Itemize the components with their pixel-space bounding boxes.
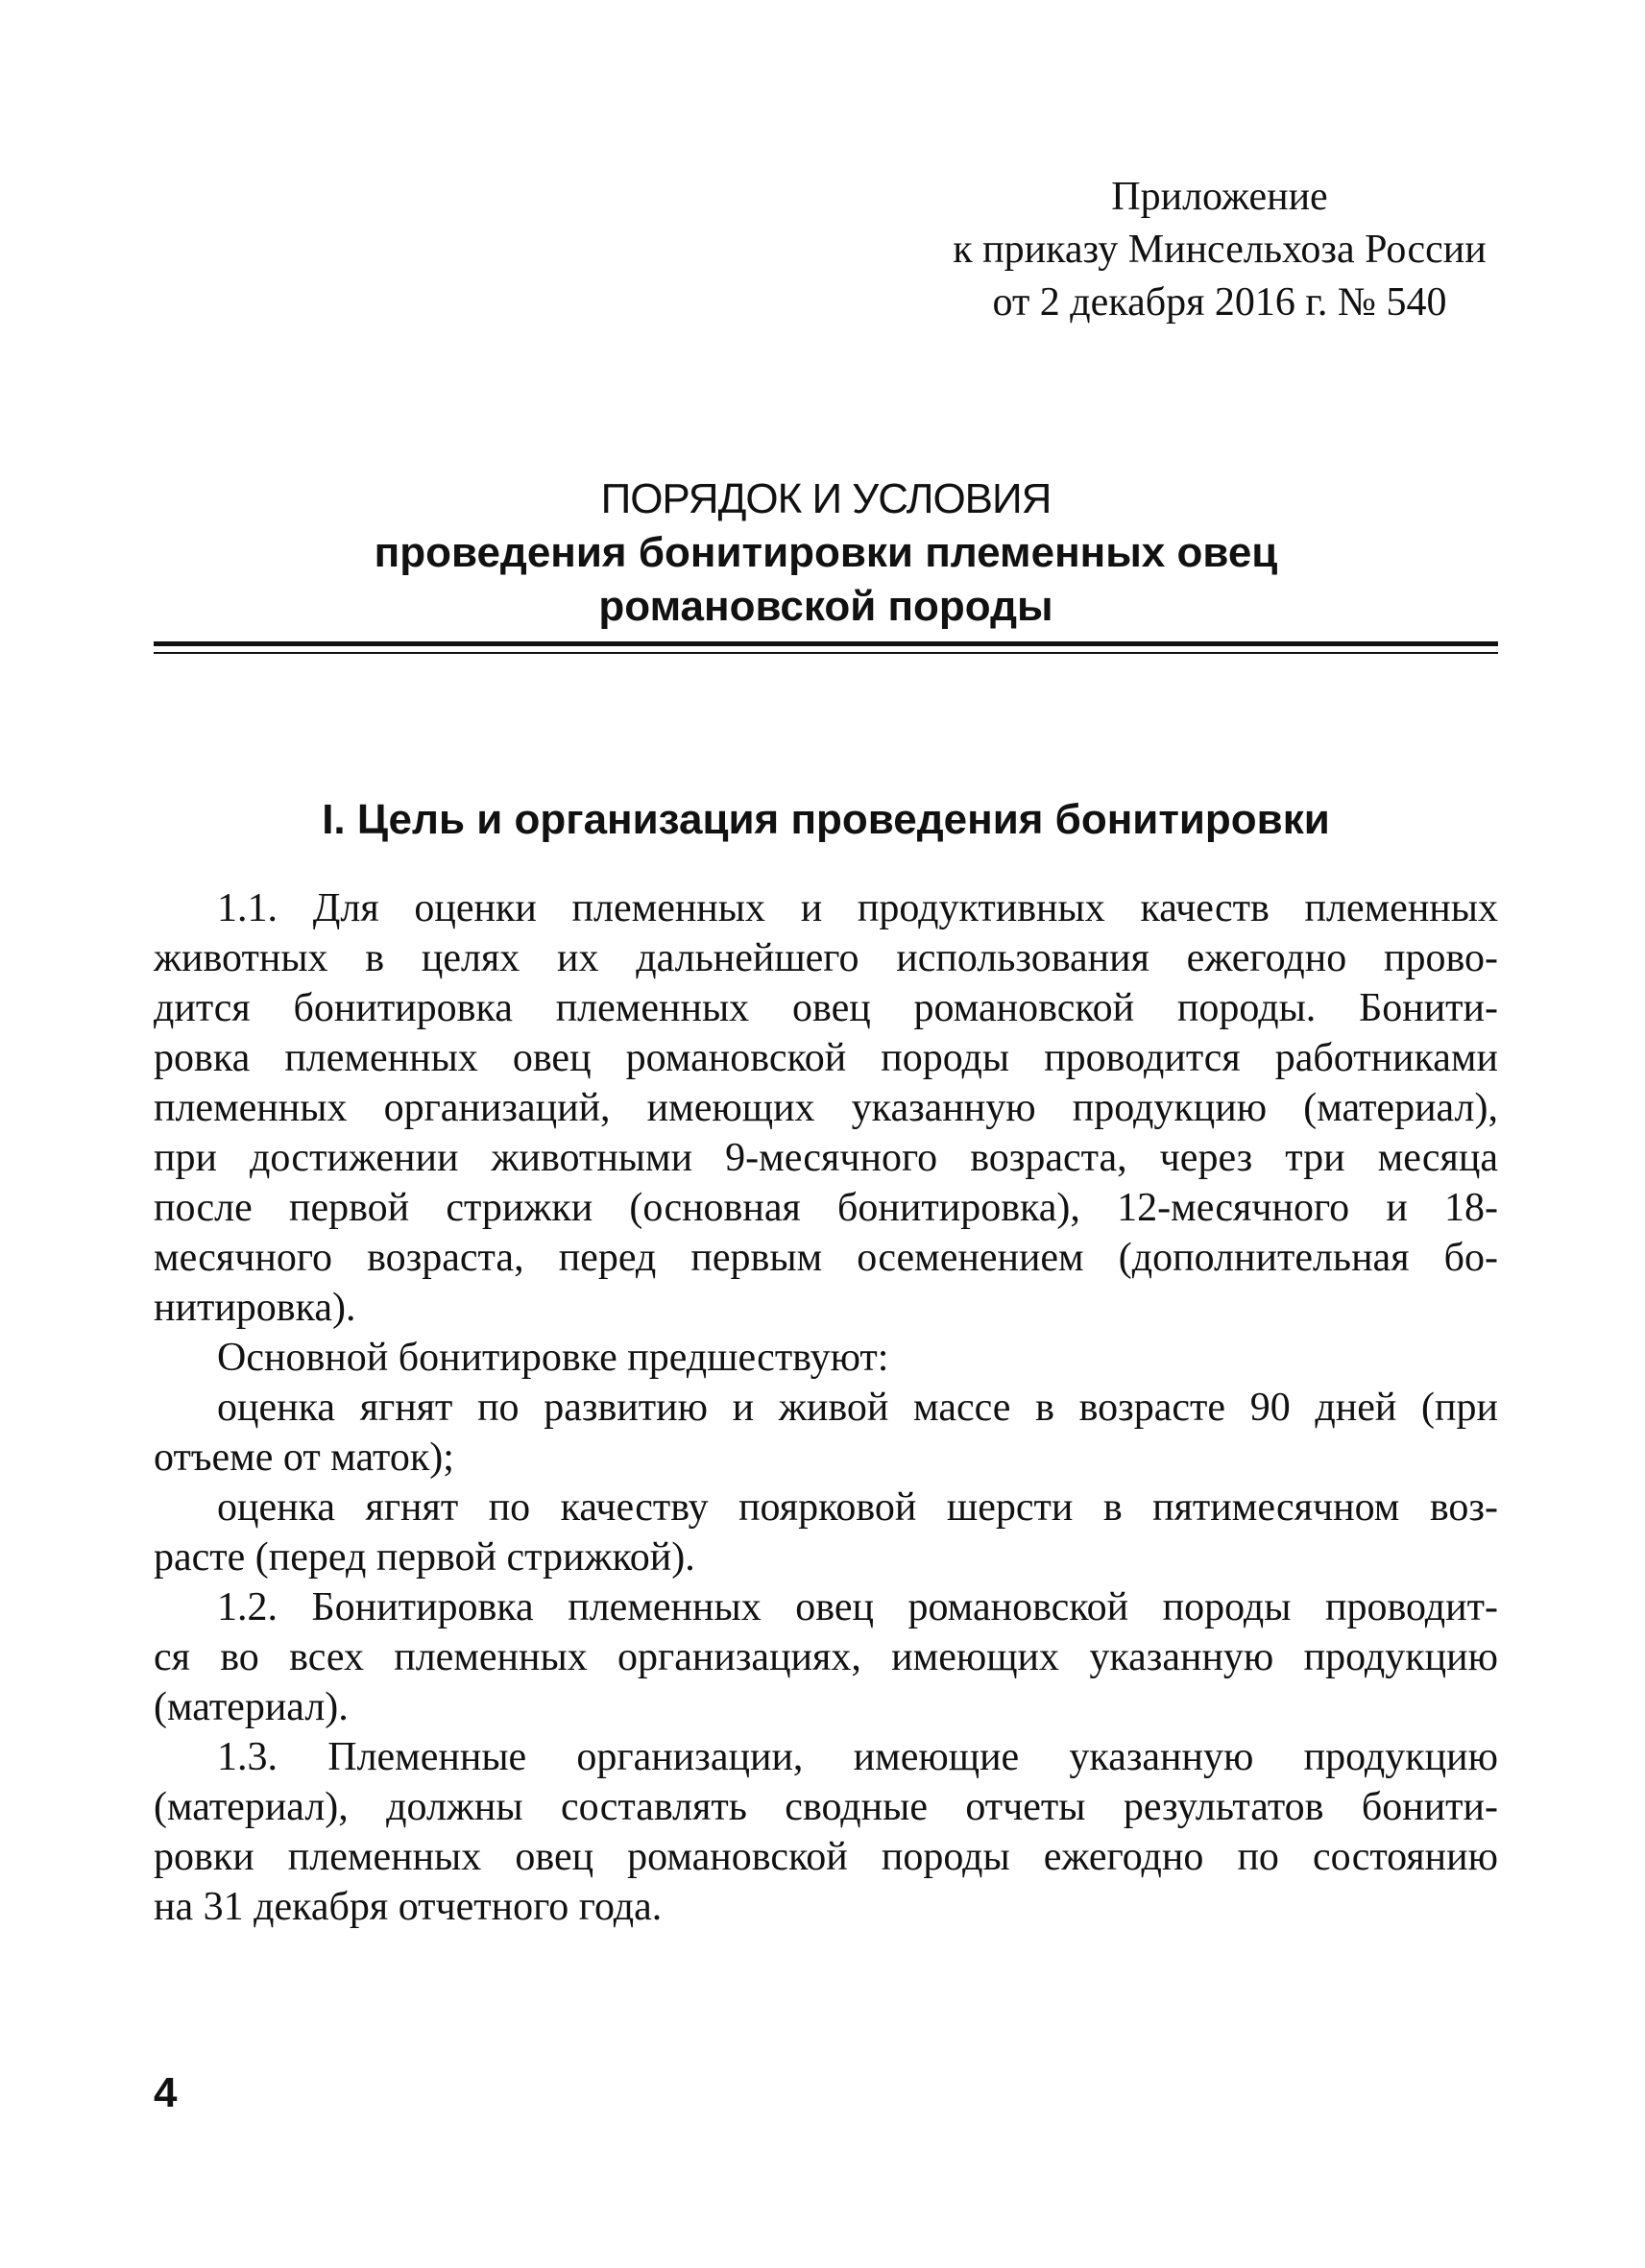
body-line: (материал), должны составлять сводные отчеты результатов бонити-: [154, 1785, 1498, 1829]
body-line: оценка ягнят по качеству поярковой шерсти в пятимесячном воз-: [217, 1485, 1498, 1530]
section-body: [154, 883, 1498, 1932]
body-line: 1.2. Бонитировка племенных овец романовской породы проводит-: [217, 1585, 1498, 1629]
appendix-label: Приложение: [1111, 175, 1328, 219]
body-line: оценка ягнят по развитию и живой массе в возрасте 90 дней (при: [217, 1386, 1498, 1430]
body-line: расте (перед первой стрижкой).: [154, 1535, 695, 1580]
title-divider-thin: [154, 652, 1498, 654]
appendix-header: [922, 171, 1517, 329]
section-heading: I. Цель и организация проведения бонитировки: [322, 796, 1330, 843]
body-line: животных в целях их дальнейшего использования ежегодно прово-: [154, 936, 1498, 980]
body-line: после первой стрижки (основная бонитировка), 12-месячного и 18-: [154, 1186, 1498, 1230]
page-number: 4: [154, 2069, 178, 2116]
title-line-3: романовской породы: [598, 583, 1053, 630]
body-line: 1.1. Для оценки племенных и продуктивных качеств племенных: [217, 886, 1498, 930]
body-line: (материал).: [154, 1685, 349, 1729]
body-line: отъеме от маток);: [154, 1436, 454, 1480]
appendix-order-ref: к приказу Минсельхоза России: [953, 228, 1487, 272]
body-line: дится бонитировка племенных овец романовской породы. Бонити-: [154, 986, 1498, 1030]
body-line: ся во всех племенных организациях, имеющих указанную продукцию: [154, 1635, 1498, 1679]
body-line: Основной бонитировке предшествуют:: [217, 1336, 889, 1380]
document-title: [154, 472, 1498, 634]
body-line: месячного возраста, перед первым осеменением (дополнительная бо-: [154, 1236, 1498, 1280]
body-line: на 31 декабря отчетного года.: [154, 1885, 663, 1929]
body-line: 1.3. Племенные организации, имеющие указанную продукцию: [217, 1735, 1498, 1779]
body-line: племенных организаций, имеющих указанную продукцию (материал),: [154, 1086, 1498, 1130]
title-divider-thick: [154, 641, 1498, 646]
body-line: ровка племенных овец романовской породы проводится работниками: [154, 1036, 1498, 1080]
body-line: нитировка).: [154, 1286, 356, 1330]
title-line-1: ПОРЯДОК И УСЛОВИЯ: [600, 475, 1052, 522]
title-line-2: проведения бонитировки племенных овец: [374, 529, 1278, 576]
appendix-order-date: от 2 декабря 2016 г. № 540: [992, 280, 1447, 325]
body-line: ровки племенных овец романовской породы ежегодно по состоянию: [154, 1835, 1498, 1879]
body-line: при достижении животными 9-месячного возраста, через три месяца: [154, 1136, 1498, 1180]
